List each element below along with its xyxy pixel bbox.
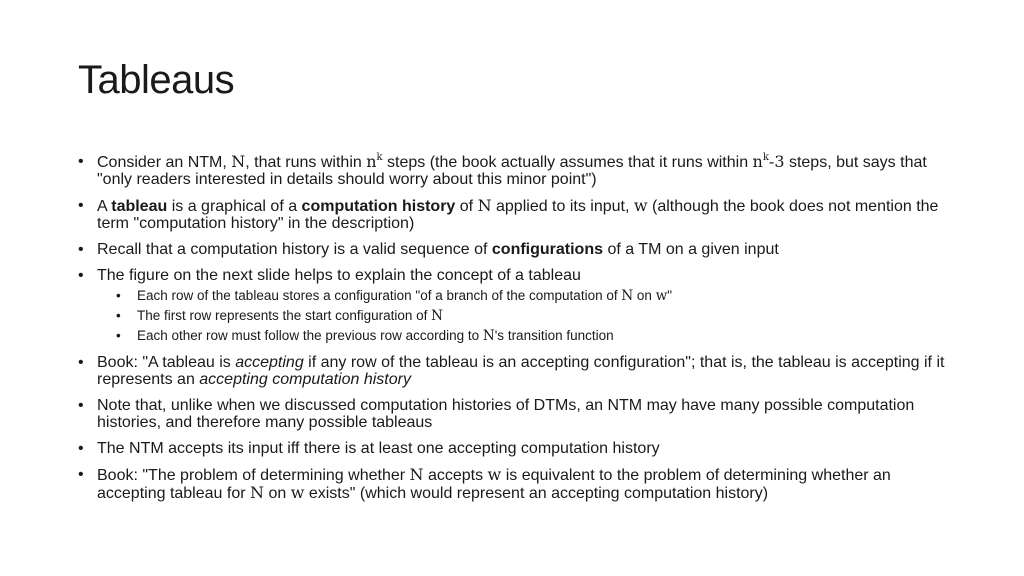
- bullet-item-8: • Book: "The problem of determining whether N accepts w is equivalent to the problem of determining whether an accepting tableau for N on w exists" (which would represent an accepting computation history): [78, 465, 891, 502]
- slide-title: Tableaus: [78, 58, 235, 102]
- bullet-marker: •: [78, 241, 84, 258]
- bullet-marker: •: [116, 328, 121, 343]
- term-bold: computation history: [301, 198, 456, 215]
- bullet-item-1: • Consider an NTM, N, that runs within $n^k$ steps (the book actually assumes that it runs within $n^k-3$ steps, but says that "only readers interested in details should worry about this minor point"): [78, 152, 927, 188]
- sub-bullet-item-1: • Each row of the tableau stores a configuration "of a branch of the computation of N on w": [116, 288, 673, 304]
- bullet-item-6: • Note that, unlike when we discussed computation histories of DTMs, an NTM may have many possible computation histories, and therefore many possible tableaus: [78, 397, 915, 431]
- term-bold: configurations: [491, 241, 603, 258]
- math-symbol: n: [752, 152, 763, 171]
- term-bold: tableau: [111, 198, 168, 215]
- bullet-marker: •: [78, 466, 84, 483]
- math-symbol: -3: [768, 152, 785, 171]
- math-exponent: k: [376, 152, 383, 163]
- sub-bullet-list: [97, 287, 948, 345]
- term-italic: accepting: [235, 354, 304, 371]
- math-symbol: w: [290, 483, 305, 502]
- term-italic: accepting computation history: [199, 371, 411, 388]
- math-symbol: w: [655, 288, 668, 304]
- bullet-item-2: • A tableau is a graphical of a computation history of N applied to its input, w (although the book does not mention the term "computation history" in the description): [78, 196, 939, 232]
- bullet-item-4: • The figure on the next slide helps to explain the concept of a tableau • Each row of the tableau stores a configuration "of a branch of the computation of N on w" • The first row represents the start configuration of N • Each other row must follow the previous row according to N's transition function: [78, 267, 948, 345]
- math-symbol: w: [487, 465, 502, 484]
- bullet-item-7: • The NTM accepts its input iff there is at least one accepting computation history: [78, 440, 660, 457]
- bullet-marker: •: [78, 153, 84, 170]
- math-symbol: w: [633, 196, 648, 215]
- bullet-marker: •: [78, 397, 84, 414]
- slide-body: [78, 153, 948, 511]
- bullet-marker: •: [116, 308, 121, 323]
- math-symbol: N: [621, 288, 634, 304]
- bullet-list: [78, 153, 948, 502]
- bullet-marker: •: [78, 267, 84, 284]
- bullet-marker: •: [78, 440, 84, 457]
- sub-bullet-item-3: • Each other row must follow the previous row according to N's transition function: [116, 328, 614, 344]
- math-symbol: N: [409, 465, 424, 484]
- math-symbol: N: [482, 328, 495, 344]
- bullet-item-5: • Book: "A tableau is accepting if any row of the tableau is an accepting configuration"; that is, the tableau is accepting if it represents an accepting computation history: [78, 354, 945, 388]
- bullet-item-3: • Recall that a computation history is a valid sequence of configurations of a TM on a given input: [78, 241, 779, 258]
- bullet-marker: •: [78, 354, 84, 371]
- math-exponent: k: [762, 152, 769, 163]
- bullet-marker: •: [78, 197, 84, 214]
- sub-bullet-item-2: • The first row represents the start configuration of N: [116, 308, 443, 324]
- math-symbol: N: [431, 308, 443, 324]
- math-symbol: N: [250, 483, 264, 502]
- math-symbol: N: [477, 196, 492, 215]
- math-symbol: n: [366, 152, 377, 171]
- math-symbol: N: [231, 152, 246, 171]
- bullet-marker: •: [116, 288, 121, 303]
